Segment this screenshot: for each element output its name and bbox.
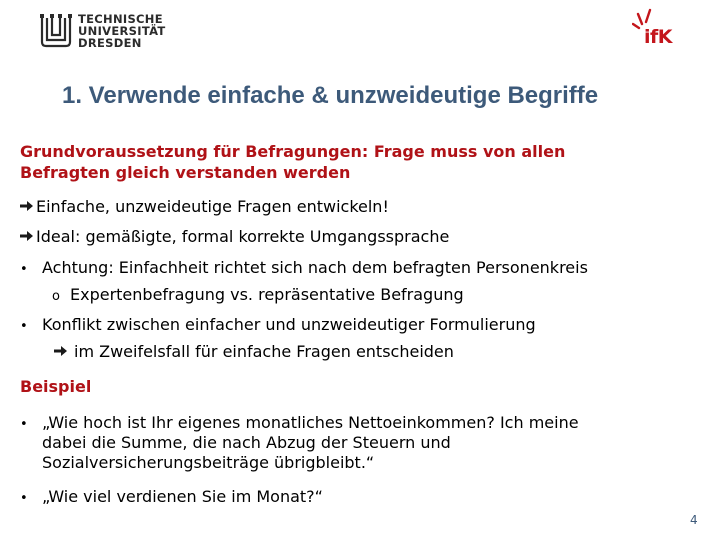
example-quote-2-text: „Wie viel verdienen Sie im Monat?“ xyxy=(42,487,323,506)
bullet-dot-icon: • xyxy=(20,319,28,334)
example-heading: Beispiel xyxy=(20,377,92,396)
page-number: 4 xyxy=(690,513,698,527)
bullet-item-1-text: Achtung: Einfachheit richtet sich nach dem befragten Personenkreis xyxy=(42,258,588,277)
right-arrow-icon xyxy=(54,342,68,362)
example-quote-1 xyxy=(20,413,579,435)
example-quote-1-line-2: dabei die Summe, die nach Abzug der Steuern und xyxy=(42,433,451,452)
slide-title: 1. Verwende einfache & unzweideutige Begriffe xyxy=(62,82,599,109)
tud-line-1: TECHNISCHE xyxy=(78,12,163,26)
tud-line-3: DRESDEN xyxy=(78,36,142,50)
arrow-point-1-text: Einfache, unzweideutige Fragen entwickeln! xyxy=(36,197,389,216)
sub-bullet-item-1 xyxy=(52,285,464,307)
right-arrow-icon xyxy=(20,227,34,247)
bullet-dot-icon: • xyxy=(20,262,28,277)
example-quote-1-line-3: Sozialversicherungsbeiträge übrigbleibt.“ xyxy=(42,453,375,472)
arrow-point-2 xyxy=(20,227,449,247)
example-quote-2 xyxy=(20,487,323,509)
bullet-item-2 xyxy=(20,315,536,337)
ifk-wordmark: ifK xyxy=(644,26,673,48)
sub-bullet-item-1-text: Expertenbefragung vs. repräsentative Befragung xyxy=(70,285,464,304)
ifk-logo xyxy=(632,8,692,48)
tu-dresden-wordmark xyxy=(78,13,166,49)
intro-line-1: Grundvoraussetzung für Befragungen: Frage muss von allen xyxy=(20,142,566,161)
bullet-dot-icon: • xyxy=(20,491,28,506)
sub-arrow-item-2 xyxy=(54,342,454,362)
intro-line-2: Befragten gleich verstanden werden xyxy=(20,163,351,182)
bullet-item-2-text: Konflikt zwischen einfacher und unzweideutiger Formulierung xyxy=(42,315,536,334)
bullet-dot-icon: • xyxy=(20,417,28,432)
tu-dresden-logo xyxy=(38,12,168,52)
example-quote-1-line-1: „Wie hoch ist Ihr eigenes monatliches Nettoeinkommen? Ich meine xyxy=(42,413,579,432)
sub-arrow-item-2-text: im Zweifelsfall für einfache Fragen entscheiden xyxy=(74,342,454,361)
right-arrow-icon xyxy=(20,197,34,217)
arrow-point-2-text: Ideal: gemäßigte, formal korrekte Umgangssprache xyxy=(36,227,450,246)
tud-line-2: UNIVERSITÄT xyxy=(78,24,166,38)
arrow-point-1 xyxy=(20,197,389,217)
tu-dresden-seal-icon xyxy=(38,12,74,50)
circle-bullet-icon: o xyxy=(52,289,60,304)
bullet-item-1 xyxy=(20,258,588,280)
